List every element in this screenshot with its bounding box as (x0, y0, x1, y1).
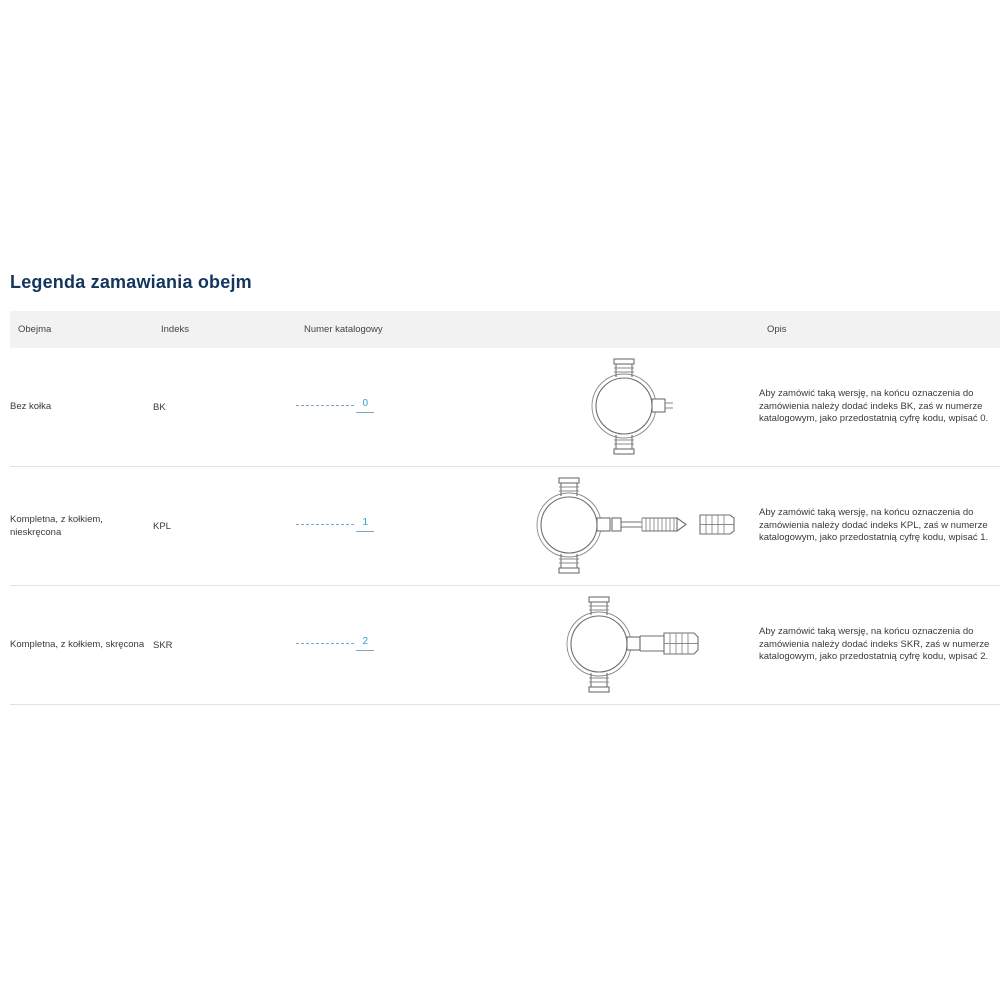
column-header-opis: Opis (759, 311, 1000, 348)
cell-rysunek (499, 348, 759, 467)
cell-obejma: Bez kołka (10, 348, 153, 467)
clamp-with-loose-anchor-icon (514, 470, 744, 580)
catalog-number-underline (356, 650, 374, 651)
table-row (10, 586, 1000, 705)
catalog-number-placeholder (296, 518, 374, 532)
catalog-number-placeholder (296, 637, 374, 651)
cell-numer-katalogowy (296, 348, 499, 467)
catalog-number-digit: 1 (362, 516, 368, 528)
cell-indeks: KPL (153, 467, 296, 586)
catalog-number-placeholder (296, 399, 374, 413)
page-title: Legenda zamawiania obejm (10, 272, 252, 292)
column-header-rysunek (499, 311, 759, 348)
catalog-number-dashes (296, 524, 354, 525)
cell-opis: Aby zamówić taką wersję, na końcu oznaczenia do zamówienia należy dodać indeks KPL, zaś w numerze katalogowym, jako przedostatnią cyfrę kodu, wpisać 1. (759, 467, 1000, 586)
cell-indeks: SKR (153, 586, 296, 705)
table-header-row (10, 311, 1000, 348)
catalog-number-digit: 2 (362, 635, 368, 647)
column-header-indeks: Indeks (153, 311, 296, 348)
legend-table (10, 311, 1000, 705)
clamp-without-anchor-icon (569, 351, 689, 461)
cell-opis: Aby zamówić taką wersję, na końcu oznaczenia do zamówienia należy dodać indeks BK, zaś w numerze katalogowym, jako przedostatnią cyfrę kodu, wpisać 0. (759, 348, 1000, 467)
catalog-number-underline (356, 531, 374, 532)
cell-numer-katalogowy (296, 586, 499, 705)
catalog-number-dashes (296, 405, 354, 406)
legend-section (0, 272, 1000, 705)
table-header (10, 311, 1000, 348)
cell-numer-katalogowy (296, 467, 499, 586)
cell-obejma: Kompletna, z kołkiem, nieskręcona (10, 467, 153, 586)
column-header-obejma: Obejma (10, 311, 153, 348)
column-header-numer-katalogowy: Numer katalogowy (296, 311, 499, 348)
catalog-number-underline (356, 412, 374, 413)
cell-rysunek (499, 467, 759, 586)
table-body (10, 348, 1000, 705)
table-row (10, 348, 1000, 467)
catalog-number-dashes (296, 643, 354, 644)
cell-opis: Aby zamówić taką wersję, na końcu oznaczenia do zamówienia należy dodać indeks SKR, zaś w numerze katalogowym, jako przedostatnią cyfrę kodu, wpisać 2. (759, 586, 1000, 705)
catalog-number-digit: 0 (362, 397, 368, 409)
clamp-with-assembled-anchor-icon (544, 589, 714, 699)
cell-obejma: Kompletna, z kołkiem, skręcona (10, 586, 153, 705)
table-row (10, 467, 1000, 586)
cell-rysunek (499, 586, 759, 705)
cell-indeks: BK (153, 348, 296, 467)
